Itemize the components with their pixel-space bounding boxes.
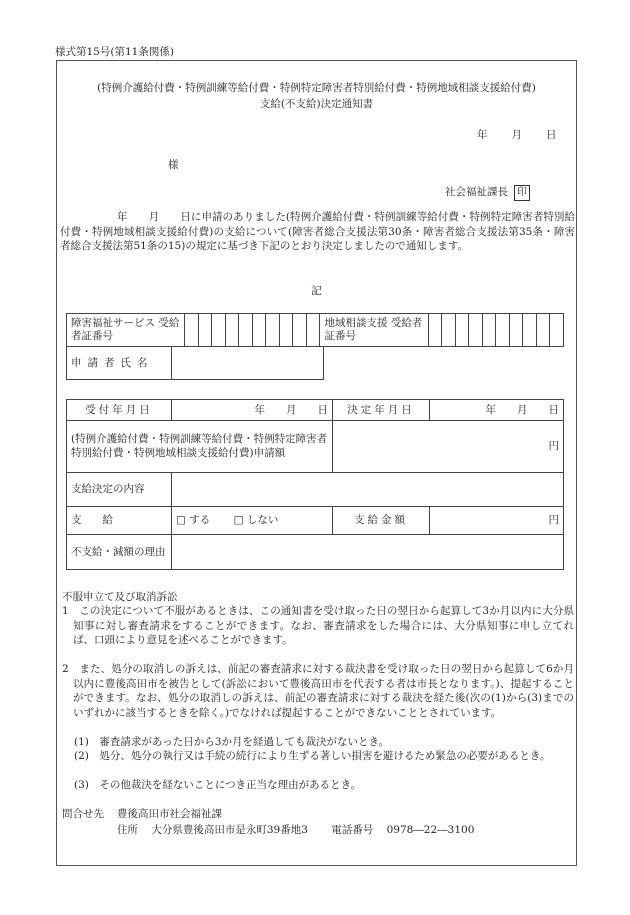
applicant-name-field[interactable]	[172, 347, 324, 380]
certificate-table	[66, 313, 564, 347]
applicant-label: 申請者氏名	[67, 347, 172, 380]
received-label: 受付年月日	[67, 400, 172, 421]
contact-office: 豊後高田市社会福祉課	[117, 808, 222, 820]
digit-cell[interactable]	[455, 314, 469, 347]
address-value: 大分県豊後高田市是永町39番地3	[151, 824, 308, 836]
note-sub-3: (3) その他裁決を経ないことにつき正当な理由があるとき。	[74, 779, 362, 791]
applied-amount-field[interactable]: 円	[333, 421, 564, 473]
reason-label: 不支給・減額の理由	[67, 535, 172, 570]
digit-cell[interactable]	[252, 314, 266, 347]
digit-cell[interactable]	[550, 314, 564, 347]
note-sub-1: (1) 審査請求があった日から3か月を経過しても裁決がないとき。	[74, 736, 390, 748]
amount-paid-field[interactable]: 円	[430, 507, 564, 535]
sender-title	[445, 184, 530, 201]
service-cert-label: 障害福祉サービス 受給者証番号	[67, 314, 185, 347]
digit-cell[interactable]	[239, 314, 253, 347]
reason-field[interactable]	[172, 535, 564, 570]
address-label: 住所	[117, 824, 138, 836]
digit-cell[interactable]	[198, 314, 212, 347]
digit-cell[interactable]	[185, 314, 199, 347]
addressee-suffix: 様	[168, 159, 179, 171]
page-title: 支給(不支給)決定通知書	[259, 98, 374, 110]
digit-cell[interactable]	[306, 314, 320, 347]
ki-heading: 記	[311, 285, 322, 297]
body-paragraph: 年 月 日に申請のありました(特例介護給付費・特例訓練等給付費・特例特定障害者特別給付費・特例地域相談支援給付費)の支給について(障害者総合支援法第30条・障害者総合支援法第35条・障害者総合支援法第51条の15)の規定に基づき下記のとおり決定しましたので通知します。	[60, 211, 575, 252]
digit-cell[interactable]	[536, 314, 550, 347]
notice-date: 年 月 日	[477, 129, 558, 141]
content-field[interactable]	[172, 473, 564, 507]
note-item-2: 2 また、処分の取消しの訴えは、前記の審査請求に対する裁決書を受け取った日の翌日から起算して6か月以内に豊後高田市を被告として(訴訟において豊後高田市を代表する者は市長となります。)、提起することができます。なお、処分の取消しの訴えは、前記の審査請求に対する裁決を経た後(次の(1)から(3)までのいずれかに該当するときを除く。)でなければ提起することができないこととされています。	[62, 663, 574, 719]
shikyu-label: 支 給	[67, 507, 172, 535]
digit-cell[interactable]	[428, 314, 442, 347]
option-yes-checkbox[interactable]: □ する	[176, 514, 211, 526]
notice-frame	[56, 60, 577, 866]
option-no-checkbox[interactable]: □ しない	[233, 514, 279, 526]
seal-stamp: 印	[514, 185, 530, 201]
digit-cell[interactable]	[442, 314, 456, 347]
digit-cell[interactable]	[469, 314, 483, 347]
digit-cell[interactable]	[293, 314, 307, 347]
shikyu-options	[172, 507, 333, 535]
applicant-table	[66, 346, 324, 380]
digit-cell[interactable]	[523, 314, 537, 347]
digit-cell[interactable]	[266, 314, 280, 347]
digit-cell[interactable]	[225, 314, 239, 347]
decision-table	[66, 399, 564, 570]
decision-date-field[interactable]: 年 月 日	[430, 400, 564, 421]
note-sub-2: (2) 処分、処分の執行又は手続の続行により生ずる著しい損害を避けるため緊急の必要があるとき。	[74, 750, 551, 762]
decision-label: 決定年月日	[333, 400, 430, 421]
contact-label: 問合せ先	[62, 808, 104, 820]
phone-label: 電話番号	[331, 824, 374, 836]
content-label: 支給決定の内容	[67, 473, 172, 507]
digit-cell[interactable]	[482, 314, 496, 347]
digit-cell[interactable]	[496, 314, 510, 347]
regional-cert-label: 地域相談支援 受給者証番号	[320, 314, 428, 347]
amount-paid-label: 支給金額	[333, 507, 430, 535]
digit-cell[interactable]	[509, 314, 523, 347]
digit-cell[interactable]	[279, 314, 293, 347]
title-line1: (特例介護給付費・特例訓練等給付費・特例特定障害者特別給付費・特例地域相談支援給付費)	[97, 82, 536, 94]
notes-heading: 不服申立て及び取消訴訟	[62, 591, 178, 603]
phone-value: 0978―22―3100	[386, 824, 475, 836]
received-date-field[interactable]: 年 月 日	[172, 400, 333, 421]
contact-address-line	[117, 822, 474, 837]
note-item-1: 1 この決定について不服があるときは、この通知書を受け取った日の翌日から起算して3か月以内に大分県知事に対し審査請求をすることができます。なお、審査請求をした場合には、大分県知事に申し立てれば、口頭により意見を述べることができます。	[62, 605, 574, 646]
applied-amount-label: (特例介護給付費・特例訓練等給付費・特例特定障害者特別給付費・特例地域相談支援給付費)申請額	[67, 421, 333, 473]
sender-name: 社会福祉課長	[445, 186, 508, 198]
form-number: 様式第15号(第11条関係)	[55, 46, 174, 58]
digit-cell[interactable]	[212, 314, 226, 347]
